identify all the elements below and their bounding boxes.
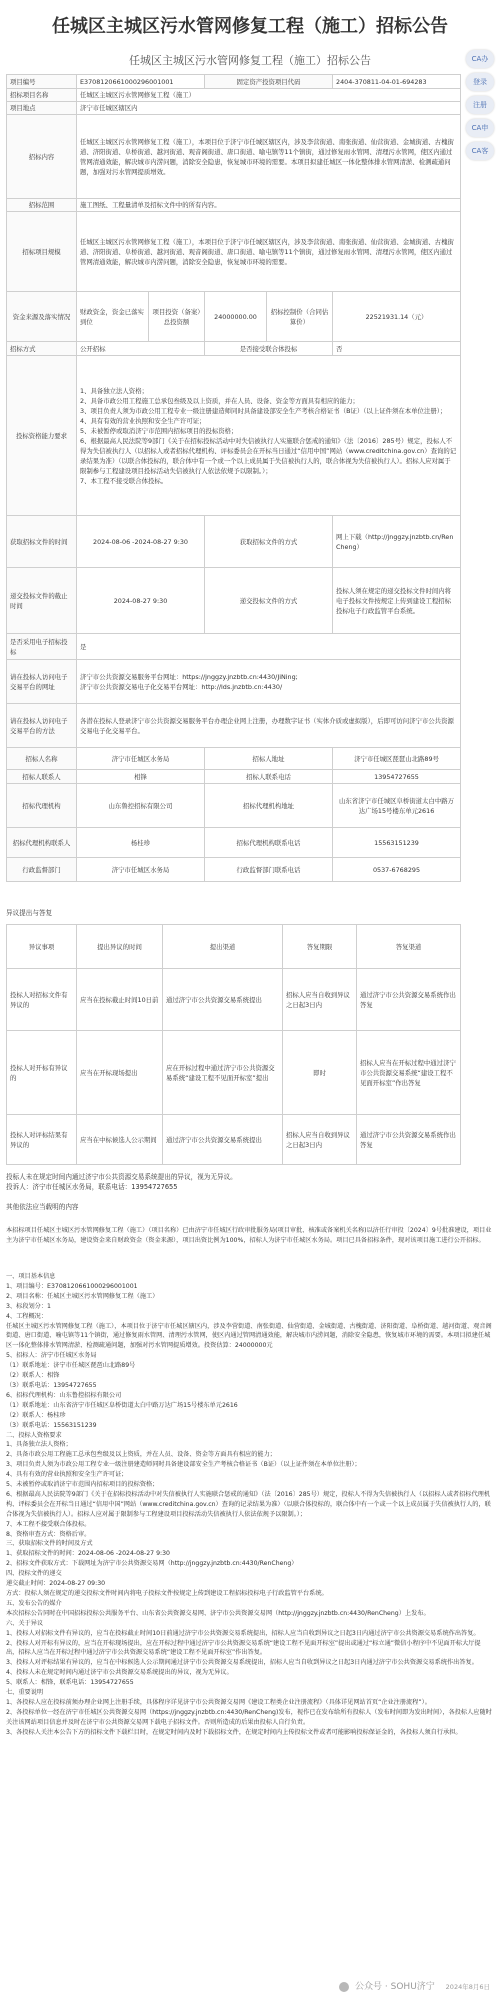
- deadline-method-label: 递交投标文件的方式: [205, 568, 333, 634]
- objection-cell: 招标人应当在开标过程中通过济宁市公共资源交易系统“建设工程不见面开标室”作出答复: [357, 1031, 461, 1115]
- bid-time-label: 获取招标文件的时间: [7, 516, 77, 568]
- sidebar-button-register[interactable]: 注册: [466, 96, 494, 114]
- table-row: [7, 1031, 461, 1115]
- tenderer-address-value: 济宁市任城区琵琶山北路89号: [333, 748, 461, 770]
- wechat-icon: [339, 1982, 349, 1992]
- objection-header: 答复渠道: [357, 925, 461, 969]
- funding-source-value: 财政资金，资金已落实到位: [77, 292, 149, 342]
- footer-account: 公众号 · SOHU济宁: [355, 1982, 435, 1992]
- objection-cell: 通过济宁市公共资源交易系统作出答复: [357, 1115, 461, 1165]
- funding-budget-value: 24000000.00: [205, 292, 267, 342]
- page-subtitle: 任城区主城区污水管网修复工程（施工）招标公告: [129, 54, 371, 67]
- tenderer-phone-value: 13954727655: [333, 770, 461, 784]
- project-id-label: 项目编号: [7, 75, 77, 89]
- objection-table: [6, 924, 461, 1165]
- tenderer-value: 济宁市任城区水务局: [77, 748, 205, 770]
- footer: [339, 1979, 490, 1992]
- agent-address-label: 招标代理机构地址: [205, 784, 333, 828]
- table-row: [7, 969, 461, 1031]
- project-scale-value: 任城区主城区污水管网修复工程（施工），本项目位于济宁市任城区辖区内，涉及李营街道、南张街道、仙营街道、金城街道、古槐街道、济阳街道、阜桥街道、越河街道、观音阁街道、唐口街道、喻屯镇等11个镇街，通过修复雨水管网、清理污水管网，使区内通过管网清通效能，解决城市内涝问题，消除安全隐患，恢复城市环境的需要。: [77, 212, 461, 292]
- other-content-label: 其他依法应当载明的内容: [6, 1203, 79, 1211]
- sidebar-button-ca[interactable]: CA办: [466, 50, 494, 68]
- objection-cell: 通过济宁市公共资源交易系统作出答复: [357, 969, 461, 1031]
- objection-header: 答复期限: [283, 925, 357, 969]
- objection-cell: 应当在开标现场提出: [77, 1031, 163, 1115]
- agent-label: 招标代理机构: [7, 784, 77, 828]
- tenderer-address-label: 招标人地址: [205, 748, 333, 770]
- other-content-body: 一、项目基本信息 1、项目编号：E3708120661000296001001 2、项目名称：任城区主城区污水管网修复工程（施工） 3、标段划分：1 4、工程概况： 任城区主城区污水管网修复工程（施工），本项目位于济宁市任城区辖区内，涉及李营街道、南张街道、仙营街道、金城街道、古槐街道、济阳街道、阜桥街道、越河街道、观音阁街道、唐口街道、喻屯镇等11个镇街，通过修复雨水管网、清理污水管网，使区内通过管网清通效能，解决城市内涝问题，消除安全隐患，恢复城市环境的需要。本项目拟建任城区一体化整体排水管网清淤、检测疏通问题，加强对污水管网提质增效。投资估算：24000000元 5、招标人：济宁市任城区水务局 （1）联系地址：济宁市任城区琵琶山北路89号 （2）联系人：相锋 （3）联系电话：13954727655 6、招标代理机构：山东鲁控招标有限公司 （1）联系地址：山东省济宁市任城区阜桥街道太白中路万达广场15号楼东单元2616 （2）联系人：杨桂珍 （3）联系电话：15563151239 二、投标人资格要求 1、具备独立法人资格； 2、具备市政公用工程施工总承包叁级及以上资质，并在人员、设备、资金等方面具有相应的能力； 3、项目负责人须为市政公用工程专业一级注册建造师同时具备建设部安全生产考核合格证书（B证）（以上证件须在本单位注册）； 4、具有有效的营业执照和安全生产许可证； 5、未被暂停或取消济宁市范围内招标项目的投标资格； 6、根据最高人民法院等9部门《关于在招标投标活动中对失信被执行人实施联合惩戒的通知》（法〔2016〕285号）规定，投标人不得为失信被执行人（以招标人或者招标代理机构、评标委员会在开标当日通过“信用中国”网站（www.creditchina.gov.cn）查询的记录结果为准）（以联合体投标的，联合体中有一个或一个以上成员属于失信被执行人的，联合体视为失信被执行人）。招标人应对属于限制参与工程建设项目投标活动失信被执行人依法依规予以限制。）； 7、本工程不接受联合体投标。 8、资格审查方式：资格后审。 三、获取招标文件的时间及方式 1、获取招标文件的时间：2024-08-06 -2024-08-27 9:30 2、招标文件获取方式：下载网址为济宁市公共资源交易网（http://jnggzy.jnzbtb.cn:4430/RenCheng） 四、投标文件的递交 递交截止时间：2024-08-27 09:30 方式：投标人须在规定的递交投标文件时间内将电子投标文件按规定上传到建设工程招标投标电子行政监管平台系统。 五、发布公告的媒介 本次招标公告同时在中国招标投标公共服务平台、山东省公共资源交易网、济宁市公共资源交易网（http://jnggzy.jnzbtb.cn:4430/RenCheng）上发布。 六、关于异议 1、投标人对招标文件有异议的，应当在投标截止时间10日前通过济宁市公共资源交易系统提出，招标人应当自收到异议之日起3日内通过济宁市公共资源交易系统作出答复。 2、投标人对开标有异议的，应当在开标现场提出，应在开标过程中通过济宁市公共资源交易系统“建设工程不见面开标室”提出或通过“标立通”微信小程序中不见面开标大厅提出，招标人应当在开标过程中通过济宁市公共资源交易系统“建设工程不见面开标室”作出答复。 3、投标人对评标结果有异议的，应当在中标候选人公示期间通过济宁市公共资源交易系统提出，招标人应当自收到异议之日起3日内通过济宁市公共资源交易系统作出答复。 4、投标人未在规定时间内通过济宁市公共资源交易系统提出的异议，视为无异议。 5、联系人：相锋，联系电话：13954727655 七、重要说明 1、各投标人应在投标前须办理企业网上注册手续，具体程序详见济宁市公共资源交易网《建设工程类企业注册流程》（具体详见网站首页“企业注册流程”）。 2、各投标单位一经在济宁市任城区公共资源交易网（https://jnggzy.jnzbtb.cn:4430/RenCheng)发布，视作已在发布给所有投标人（发布时间即为发出时间），各投标人应随时关注该网站项目信息并及时在济宁市公共资源交易网下载电子招标文件。否则所造成的后果由投标人自行负责。 3、各投标人关注本公告下方的招标文件下载栏目时，在规定时间内及时下载招标文件，在规定时间内上传投标文件或者可能影响投标保证金的，各投标人须自行承担。: [6, 1273, 492, 1736]
- agent-phone-value: 15563151239: [333, 828, 461, 858]
- project-location-label: 项目地点: [7, 102, 77, 115]
- project-content-label: 招标内容: [7, 115, 77, 199]
- sidebar-button-login[interactable]: 登录: [466, 73, 494, 91]
- objection-cell: 应当在投标截止时间10日前: [77, 969, 163, 1031]
- tenderer-label: 招标人名称: [7, 748, 77, 770]
- objection-cell: 投标人对评标结果有异议的: [7, 1115, 77, 1165]
- project-id-value: E3708120661000296001001: [77, 75, 205, 89]
- objection-cell: 应在开标过程中通过济宁市公共资源交易系统“建设工程不见面开标室”提出: [163, 1031, 283, 1115]
- table-row: [7, 1115, 461, 1165]
- supervisor-label: 行政监督部门: [7, 858, 77, 882]
- project-location-value: 济宁市任城区辖区内: [77, 102, 461, 115]
- objection-cell: 即时: [283, 1031, 357, 1115]
- bid-method-value[interactable]: 网上下载（http://jnggzy.jnzbtb.cn/RenCheng）: [333, 516, 461, 568]
- tenderer-contact-value: 相锋: [77, 770, 205, 784]
- objection-cell: 应当在中标候选人公示期间: [77, 1115, 163, 1165]
- funding-control-value: 22521931.14（元）: [333, 292, 461, 342]
- objection-cell: 投标人对开标有异议的: [7, 1031, 77, 1115]
- joint-bid-label: 是否接受联合体投标: [205, 342, 333, 356]
- bid-time-value: 2024-08-06 -2024-08-27 9:30: [77, 516, 205, 568]
- objection-cell: 通过济宁市公共资源交易系统提出: [163, 1115, 283, 1165]
- project-code-value: 2404-370811-04-01-694283: [333, 75, 461, 89]
- agent-phone-label: 招标代理机构联系电话: [205, 828, 333, 858]
- objection-cell: 通过济宁市公共资源交易系统提出: [163, 969, 283, 1031]
- requirements-label: 投标资格能力要求: [7, 356, 77, 516]
- project-info-table: [6, 74, 461, 882]
- objection-header: 提出异议的时间: [77, 925, 163, 969]
- project-name-value: 任城区主城区污水管网修复工程（施工）: [77, 89, 461, 102]
- electronic-label: 是否采用电子招标投标: [7, 634, 77, 660]
- bid-method-label: 获取招标文件的方式: [205, 516, 333, 568]
- tenderer-phone-label: 招标人联系电话: [205, 770, 333, 784]
- supervisor-phone-label: 行政监督部门联系电话: [205, 858, 333, 882]
- objection-cell: 招标人应当自收到异议之日起3日内: [283, 1115, 357, 1165]
- page-title: 任城区主城区污水管网修复工程（施工）招标公告: [52, 16, 448, 37]
- objection-cell: 投标人对招标文件有异议的: [7, 969, 77, 1031]
- tenderer-contact-label: 招标人联系人: [7, 770, 77, 784]
- register-label: 请在投标人访问电子交易平台的方法: [7, 704, 77, 748]
- agent-value: 山东鲁控招标有限公司: [77, 784, 205, 828]
- project-scope-label: 招标范围: [7, 199, 77, 212]
- electronic-value: 是: [77, 634, 461, 660]
- funding-budget-label: 项目投资（备案）总投资额: [149, 292, 205, 342]
- agent-contact-value: 杨桂珍: [77, 828, 205, 858]
- project-name-label: 招标项目名称: [7, 89, 77, 102]
- project-scale-label: 招标项目规模: [7, 212, 77, 292]
- platform-value[interactable]: 济宁市公共资源交易服务平台网址：https://jnggzy.jnzbtb.cn:4430/JiNing; 济宁市公共资源交易电子化交易平台网址：http://lds.jnzbtb.cn:4430/: [77, 660, 461, 704]
- requirements-value: 1、具备独立法人资格； 2、具备市政公用工程施工总承包叁级及以上资质，并在人员、设备、资金等方面具有相应的能力； 3、项目负责人须为市政公用工程专业一级注册建造师同时具备建设部安全生产考核合格证书（B证）（以上证件须在本单位注册）； 4、具有有效的营业执照和安全生产许可证； 5、未被暂停或取消济宁市范围内招标项目的投标资格； 6、根据最高人民法院等9部门《关于在招标投标活动中对失信被执行人实施联合惩戒的通知》（法〔2016〕285号）规定，投标人不得为失信被执行人（以招标人或者招标代理机构、评标委员会在开标当日通过“信用中国”网站（www.creditchina.gov.cn）查询的记录结果为准）（以联合体投标的，联合体中有一个或一个以上成员属于失信被执行人的，联合体视为失信被执行人）。招标人应对属于限制参与工程建设项目投标活动失信被执行人依法依规予以限制。）； 7、本工程不接受联合体投标。: [77, 356, 461, 516]
- joint-bid-value: 否: [333, 342, 461, 356]
- footer-date: 2024年8月6日: [445, 1983, 490, 1991]
- objection-note: 投标人未在规定时间内通过济宁市公共资源交易系统提出的异议，视为无异议。 投诉人：济宁市任城区水务局，联系电话：13954727655: [6, 1173, 237, 1191]
- sidebar-button-ca-client[interactable]: CA客: [466, 142, 494, 160]
- project-code-label: 固定资产投资项目代码: [205, 75, 333, 89]
- agent-contact-label: 招标代理机构联系人: [7, 828, 77, 858]
- method-value: 公开招标: [77, 342, 205, 356]
- deadline-value: 2024-08-27 9:30: [77, 568, 205, 634]
- register-value: 各潜在投标人登录济宁市公共资源交易服务平台办理企业网上注册，办理数字证书（实体介质或虚拟版），后即可访问济宁市公共资源交易电子化交易平台。: [77, 704, 461, 748]
- objection-header: 提出渠道: [163, 925, 283, 969]
- supervisor-phone-value: 0537-6768295: [333, 858, 461, 882]
- objection-cell: 招标人应当自收到异议之日起3日内: [283, 969, 357, 1031]
- deadline-label: 递交投标文件的截止时间: [7, 568, 77, 634]
- platform-label: 请在投标人访问电子交易平台的网址: [7, 660, 77, 704]
- funding-control-label: 招标控制价（合同估算价）: [267, 292, 333, 342]
- funding-source-label: 资金来源及落实情况: [7, 292, 77, 342]
- deadline-method-value: 投标人须在规定的递交投标文件时间内将电子投标文件按规定上传到建设工程招标投标电子行政监管平台系统。: [333, 568, 461, 634]
- objection-header: 异议事项: [7, 925, 77, 969]
- objection-section-title: 异议提出与答复: [6, 909, 53, 917]
- supervisor-value: 济宁市任城区水务局: [77, 858, 205, 882]
- sidebar-button-ca-apply[interactable]: CA申: [466, 119, 494, 137]
- other-content-intro: 本招标项目任城区主城区污水管网修复工程（施工）（项目名称）已由济宁市任城区行政审批服务局(项目审批、核准或备案机关名称)以济任行审投〔2024〕9号批准建设，项目业主为济宁市任城区水务局，建设资金来自财政资金（资金来源），项目出资比例为100%，招标人为济宁市任城区水务局。项目已具备招标条件，现对该项目施工进行公开招标。: [6, 1227, 492, 1244]
- method-label: 招标方式: [7, 342, 77, 356]
- agent-address-value: 山东省济宁市任城区阜桥街道太白中路万达广场15号楼东单元2616: [333, 784, 461, 828]
- project-content-value: 任城区主城区污水管网修复工程（施工），本项目位于济宁市任城区辖区内，涉及李营街道、南张街道、仙营街道、金城街道、古槐街道、济阳街道、阜桥街道、越河街道、观音阁街道、唐口街道、喻屯镇等11个镇街，通过修复雨水管网、清理污水管网，使区内通过管网清通效能，解决城市内涝问题，消除安全隐患，恢复城市环境的需要。本项目拟建任城区一体化整体排水管网清淤、检测疏通问题，加强对污水管网提质增效。: [77, 115, 461, 199]
- project-scope-value: 施工图纸、工程量清单及招标文件中的所有内容。: [77, 199, 461, 212]
